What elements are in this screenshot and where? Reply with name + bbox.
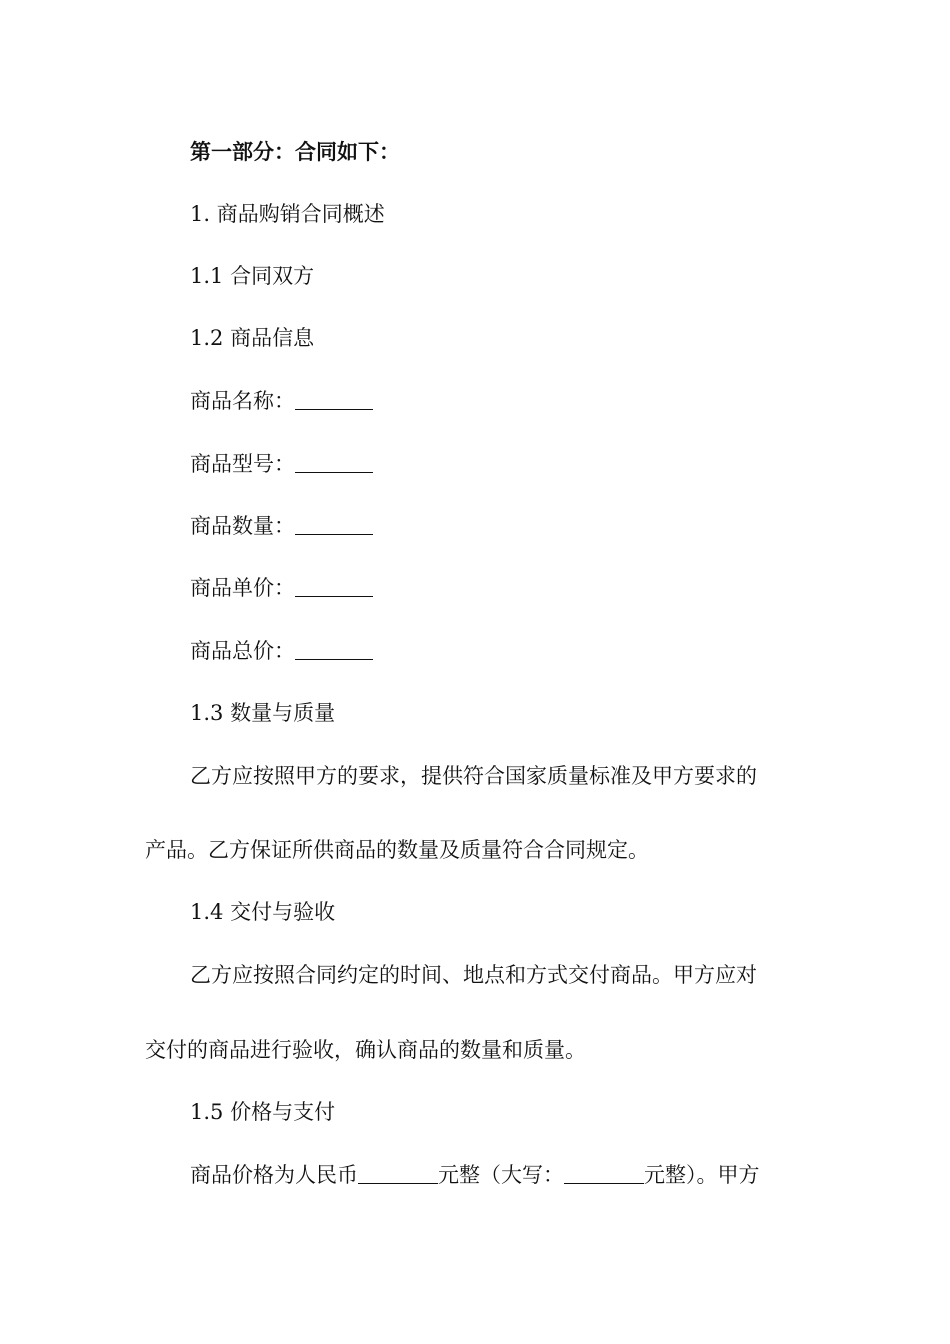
paragraph-1-line-2: 产品。乙方保证所供商品的数量及质量符合合同规定。 bbox=[145, 838, 649, 862]
paragraph-2-line-1: 乙方应按照合同约定的时间、地点和方式交付商品。甲方应对 bbox=[190, 963, 757, 987]
part-heading: 第一部分：合同如下： bbox=[190, 139, 400, 164]
field-product-name-label: 商品名称： bbox=[190, 389, 295, 413]
field-product-quantity bbox=[190, 512, 373, 540]
section-1-1-title: 1.1 合同双方 bbox=[190, 264, 315, 288]
field-product-quantity-blank bbox=[295, 514, 373, 535]
field-product-model-label: 商品型号： bbox=[190, 452, 295, 476]
price-text-part-3: 元整）。甲方 bbox=[644, 1163, 760, 1187]
field-product-model bbox=[190, 450, 373, 478]
price-text-part-1: 商品价格为人民币 bbox=[190, 1163, 358, 1187]
field-unit-price bbox=[190, 574, 373, 602]
paragraph-2-line-2: 交付的商品进行验收，确认商品的数量和质量。 bbox=[145, 1038, 586, 1062]
price-amount-blank bbox=[358, 1163, 438, 1184]
field-total-price-blank bbox=[295, 639, 373, 660]
paragraph-3-line-1 bbox=[190, 1161, 760, 1189]
section-1-5-title: 1.5 价格与支付 bbox=[190, 1100, 336, 1124]
price-uppercase-blank bbox=[564, 1163, 644, 1184]
field-total-price bbox=[190, 637, 373, 665]
paragraph-1-line-1: 乙方应按照甲方的要求，提供符合国家质量标准及甲方要求的 bbox=[190, 764, 757, 788]
field-product-model-blank bbox=[295, 452, 373, 473]
section-1-4-title: 1.4 交付与验收 bbox=[190, 900, 336, 924]
section-1-2-title: 1.2 商品信息 bbox=[190, 326, 315, 350]
field-unit-price-label: 商品单价： bbox=[190, 576, 295, 600]
field-product-name-blank bbox=[295, 389, 373, 410]
field-product-name bbox=[190, 387, 373, 415]
section-1-title: 1. 商品购销合同概述 bbox=[190, 202, 385, 226]
section-1-3-title: 1.3 数量与质量 bbox=[190, 701, 336, 725]
price-text-part-2: 元整（大写： bbox=[438, 1163, 564, 1187]
field-unit-price-blank bbox=[295, 576, 373, 597]
field-product-quantity-label: 商品数量： bbox=[190, 514, 295, 538]
field-total-price-label: 商品总价： bbox=[190, 639, 295, 663]
